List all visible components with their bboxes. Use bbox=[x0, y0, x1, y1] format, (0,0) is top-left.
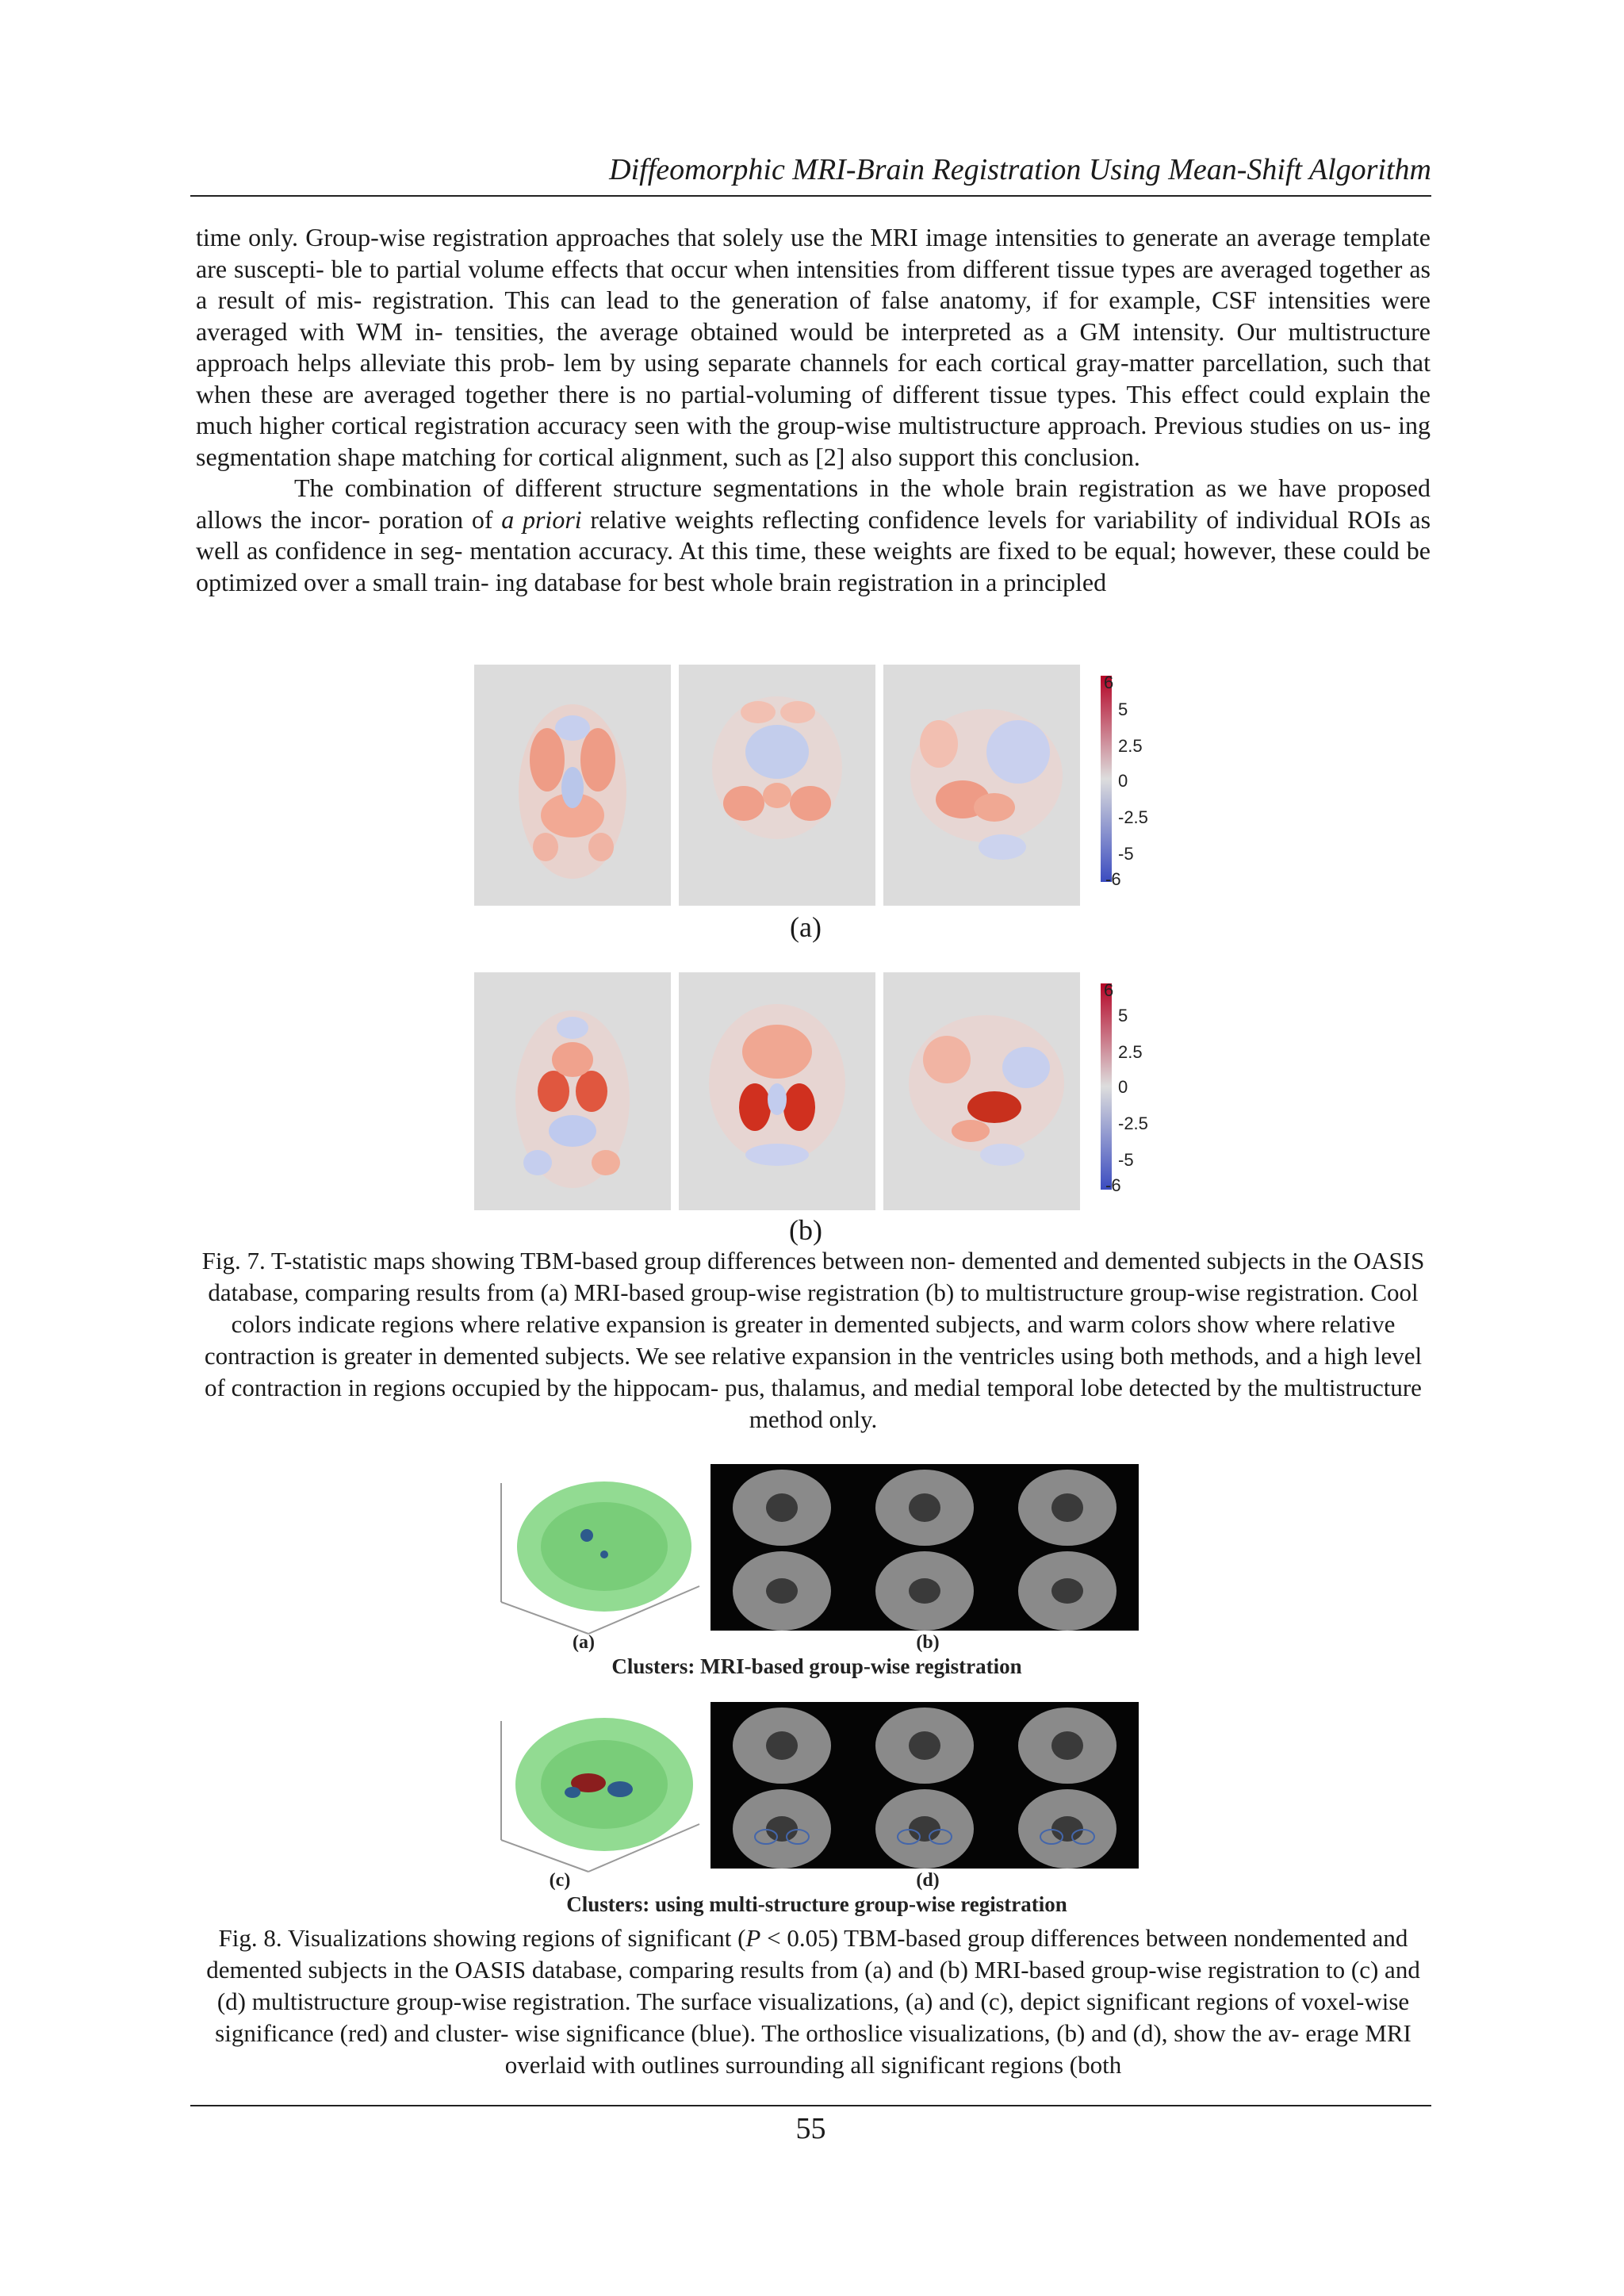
fig8-label-c: (c) bbox=[549, 1870, 571, 1891]
paragraph-2-part-1: The combination of different structure segmentations in the whole brain registration as we have proposed allows the incor- poration of bbox=[196, 473, 1431, 534]
footer-rule bbox=[190, 2105, 1431, 2106]
paragraph-2-part-2: relative weights reflecting confidence levels for variability of individual ROIs as well as confidence in seg- mentation accuracy. At this time, these weights are fixed to be equal; however, these could be optimized over a small train- ing database for best whole brain registration in a principled bbox=[196, 504, 1431, 596]
fig7-cb-a-tick-neg5: -5 bbox=[1118, 844, 1134, 864]
fig7-cb-b-tick-neg2.5: -2.5 bbox=[1118, 1114, 1148, 1133]
fig7-cb-b-tick-6: 6 bbox=[1104, 980, 1114, 1000]
running-header: Diffeomorphic MRI-Brain Registration Using Mean-Shift Algorithm bbox=[609, 153, 1431, 186]
fig7-label-a: (a) bbox=[790, 911, 822, 943]
page-number: 55 bbox=[795, 2112, 826, 2145]
fig7-cb-a-tick-2.5: 2.5 bbox=[1118, 736, 1143, 756]
fig7-cb-a-tick-5: 5 bbox=[1118, 700, 1128, 719]
paragraph-2 bbox=[196, 473, 1431, 598]
fig7-cb-b-tick-0: 0 bbox=[1118, 1077, 1128, 1097]
fig7-cb-a-tick-6: 6 bbox=[1104, 673, 1114, 692]
fig8-label-b: (b) bbox=[916, 1632, 940, 1653]
fig8-label-a: (a) bbox=[573, 1632, 595, 1653]
paragraph-1: time only. Group-wise registration approaches that solely use the MRI image intensities to generate an average template are suscepti- ble to partial volume effects that occur when intensities from different tissue types are averaged together as a result of mis- registration. This can lead to the generation of false anatomy, if for example, CSF intensities were averaged with WM in- tensities, the average obtained would be interpreted as a GM intensity. Our multistructure approach helps alleviate this prob- lem by using separate channels for each cortical gray-matter parcellation, such that when these are averaged together there is no partial-voluming of different tissue types. This effect could explain the much higher cortical registration accuracy seen with the group-wise multistructure approach. Previous studies on us- ing segmentation shape matching for cortical alignment, such as [2] also support this conclusion. bbox=[196, 223, 1431, 471]
fig8-label-d: (d) bbox=[916, 1870, 940, 1891]
fig7-label-b: (b) bbox=[789, 1214, 822, 1246]
fig8-surface-c bbox=[485, 1705, 707, 1880]
fig8-caption-italic: P bbox=[745, 1924, 761, 1952]
fig7-cb-a-tick-neg2.5: -2.5 bbox=[1118, 807, 1148, 827]
fig7-caption: Fig. 7. T-statistic maps showing TBM-based group differences between non- demented and demented subjects in the OASIS database, comparing results from (a) MRI-based group-wise registration (b) to multistructure group-wise registration. Cool colors indicate regions where relative expansion is greater in demented subjects, and warm colors show where relative contraction is greater in demented subjects. We see relative expansion in the ventricles using both methods, and a high level of contraction in regions occupied by the hippocam- pus, thalamus, and medial temporal lobe detected by the multistructure method only. bbox=[201, 1247, 1425, 1433]
fig7-panel-b-coronal bbox=[679, 972, 875, 1210]
fig7-cb-b-tick-neg6: -6 bbox=[1105, 1175, 1121, 1195]
fig8-caption-part-1: Fig. 8. Visualizations showing regions of significant ( bbox=[218, 1924, 746, 1952]
fig7-panel-a-axial bbox=[474, 665, 671, 906]
fig7-panel-b-sagittal bbox=[883, 972, 1080, 1210]
fig8-surface-a bbox=[485, 1467, 707, 1642]
fig8-title-top: Clusters: MRI-based group-wise registration bbox=[611, 1654, 1022, 1678]
fig8-caption bbox=[196, 1922, 1431, 2081]
fig8-caption-part-2: < 0.05) TBM-based group differences between nondemented and demented subjects in the OASIS database, comparing results from (a) and (b) MRI-based group-wise registration to (c) and (d) multistructure group-wise registration. The surface visualizations, (a) and (c), depict significant regions of voxel-wise significance (red) and cluster- wise significance (blue). The orthoslice visualizations, (b) and (d), show the av- erage MRI overlaid with outlines surrounding all significant regions (both bbox=[206, 1924, 1420, 2079]
fig8-orthoslices-b bbox=[710, 1464, 1139, 1631]
fig7-colorbar-b bbox=[1101, 983, 1112, 1190]
fig7-panel-a-coronal bbox=[679, 665, 875, 906]
fig8-orthoslices-d bbox=[710, 1702, 1139, 1869]
header-rule bbox=[190, 195, 1431, 197]
fig8-title-bottom: Clusters: using multi-structure group-wise registration bbox=[566, 1892, 1067, 1916]
fig7-panel-a-sagittal bbox=[883, 665, 1080, 906]
fig7-cb-b-tick-5: 5 bbox=[1118, 1006, 1128, 1025]
fig7-panel-b-axial bbox=[474, 972, 671, 1210]
fig7-cb-b-tick-neg5: -5 bbox=[1118, 1150, 1134, 1170]
fig7-cb-a-tick-neg6: -6 bbox=[1105, 869, 1121, 889]
fig7-colorbar-a bbox=[1101, 676, 1112, 882]
body-text bbox=[196, 222, 1431, 598]
fig7-cb-a-tick-0: 0 bbox=[1118, 771, 1128, 791]
fig7-cb-b-tick-2.5: 2.5 bbox=[1118, 1042, 1143, 1062]
paragraph-2-italic: a priori bbox=[501, 504, 582, 534]
